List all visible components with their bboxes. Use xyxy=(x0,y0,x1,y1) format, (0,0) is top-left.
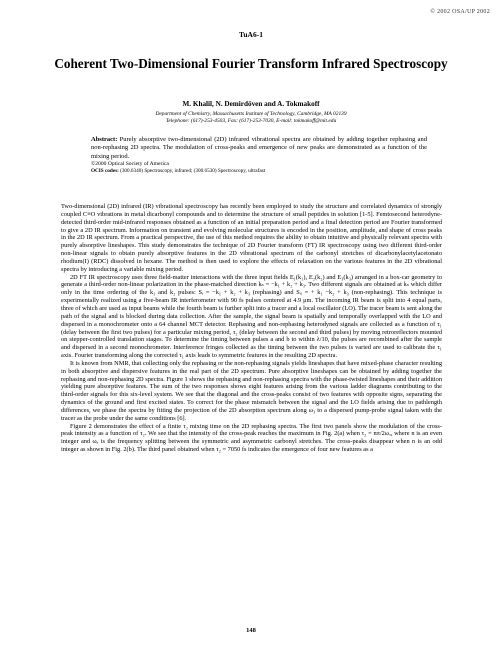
body-paragraph-3: It is known from NMR, that collecting only the rephasing or the non-rephasing signals yields lineshapes that have mixed-phase character resulting in both absorptive and dispersive features in the real part of the 2D spectrum. Pure absorptive lineshapes can be obtained by adding together the rephasing and non-rephasing 2D spectra. Figure 1 shows the rephasing and non-rephasing spectra with the phase-twisted lineshapes and their addition yielding pure absorptive features. The sum of the two responses shows eight features arising from the various ladder diagrams contributing to the third-order signals for this six-level system. We see that the diagonal and the cross-peaks consist of two features with opposite signs, separating the dynamics of the ground and first excited states. To correct for the phase mismatch between the signal and the LO fields arising due to pathlength differences, we phase the spectra by fitting the projection of the 2D absorption spectrum along ω₃ to a dispersed pump-probe signal taken with the tracer as the probe under the same conditions [6]. xyxy=(61,359,442,422)
abstract-block xyxy=(91,136,427,175)
abstract-text: Purely absorptive two-dimensional (2D) infrared vibrational spectra are obtained by adding together rephasing and non-rephasing 2D spectra. The modulation of cross-peaks and emergence of new peaks are demonstrated as a function of the mixing period. xyxy=(91,136,427,160)
paper-title: Coherent Two-Dimensional Fourier Transform Infrared Spectroscopy xyxy=(54,56,448,71)
abstract-label: Abstract: xyxy=(91,136,118,143)
affiliation-block xyxy=(0,111,502,125)
author-list: M. Khalil, N. Demirdöven and A. Tokmakoff xyxy=(182,100,320,108)
ocis-label: OCIS codes: xyxy=(91,167,119,174)
session-id: TuA6-1 xyxy=(239,30,263,39)
body-text xyxy=(61,203,442,454)
body-paragraph-2: 2D FT IR spectroscopy uses three field-matter interactions with the three input fields E₁(k₁), E₂(k₂) and E₃(k₃) arranged in a box-car geometry to generate a third-order non-linear polarization in the phase-matched direction kₛ = −k₁ + k₂ + k₃. Two different signals are obtained at kₛ which differ only in the time ordering of the k₁ and k₂ pulses: Sᵢ = −k₁ + k₂ + k₃ (rephasing) and Sᵢᵢ = + k₁ −k₂ + k₃ (non-rephasing). This technique is experimentally realized using a five-beam IR interferometer with 90 fs pulses centered at 4.9 μm. The incoming IR beam is split into 4 equal parts, three of which are used as input beams while the fourth beam is further split into a tracer and a local oscillator (LO). The tracer beam is sent along the path of the signal and is blocked during data collection. After the sample, the signal beam is spatially and temporally overlapped with the LO and dispersed in a monochrometer onto a 64 channel MCT detector. Rephasing and non-rephasing heterodyned signals are collected as a function of τ₁ (delay between the first two pulses) for a particular mixing period, τ₂ (delay between the second and third pulses) by moving retroreflectors mounted on stepper-controlled translation stages. To determine the timing between pulses a and b to within λ/10, the pulses are recombined after the sample and dispersed in a second monochrometer. Interference fringes collected as the timing between the two pulses is varied are used to calibrate the τ₁ axis. Fourier transforming along the corrected τ₁ axis leads to symmetric features in the resulting 2D spectra. xyxy=(61,273,442,360)
abstract-paragraph xyxy=(91,136,427,161)
body-paragraph-4: Figure 2 demonstrates the effect of a finite τ₂ mixing time on the 2D rephasing spectra. The first two panels show the modulation of the cross-peak intensity as a function of τ₂. We see that the intensity of the cross-peak reaches the maximum in Fig. 2(a) when τ₂ = nπ/2ωₐ, where n is an even integer and ωₐ is the frequency splitting between the symmetric and asymmetric carbonyl stretches. The cross-peaks disappear when n is an odd integer as shown in Fig. 2(b). The third panel obtained when τ₂ = 7050 fs indicates the emergence of four new features as a xyxy=(61,422,442,454)
copyright-notice: © 2002 OSA/UP 2002 xyxy=(430,9,490,15)
body-paragraph-1: Two-dimensional (2D) infrared (IR) vibrational spectroscopy has recently been employed to study the structure and correlated dynamics of strongly coupled C≡O vibrations in metal dicarbonyl compounds and to determine the structure of small peptides in solution [1-5]. Femtosecond heterodyne-detected third-order mid-infrared responses obtained as a function of an initial preparation period and a final detection period are Fourier transformed to give a 2D IR spectrum. Information on transient and evolving molecular structures is encoded in the position, amplitude, and shape of cross peaks in the 2D IR spectrum. From a practical perspective, the use of this method requires the ability to obtain intuitive and physically relevant spectra with purely absorptive lineshapes. This study demonstrates the technique of 2D Fourier transform (FT) IR spectroscopy using two different third-order non-linear signals to obtain purely absorptive features in the 2D vibrational spectrum of the carbonyl stretches of dicarbonylacetylacetonato rhodium(I) (RDC) dissolved in hexane. The method is then used to explore the effects of relaxation on the various features in the 2D vibrational spectra by introducing a variable mixing period. xyxy=(61,203,442,273)
affiliation-line: Department of Chemistry, Massachusetts Institute of Technology, Cambridge, MA 02139 xyxy=(155,111,347,117)
abstract-copyright: ©2000 Optical Society of America xyxy=(91,160,169,167)
ocis-text: (300.6340) Spectroscopy, infrared; (300.6530) Spectroscopy, ultrafast xyxy=(120,167,266,174)
page-number: 148 xyxy=(246,627,256,634)
contact-line: Telephone: (617)-253-4503, Fax: (617)-253-7030, E-mail: tokmakoff@mit.edu xyxy=(165,118,337,124)
ocis-codes xyxy=(91,168,427,175)
